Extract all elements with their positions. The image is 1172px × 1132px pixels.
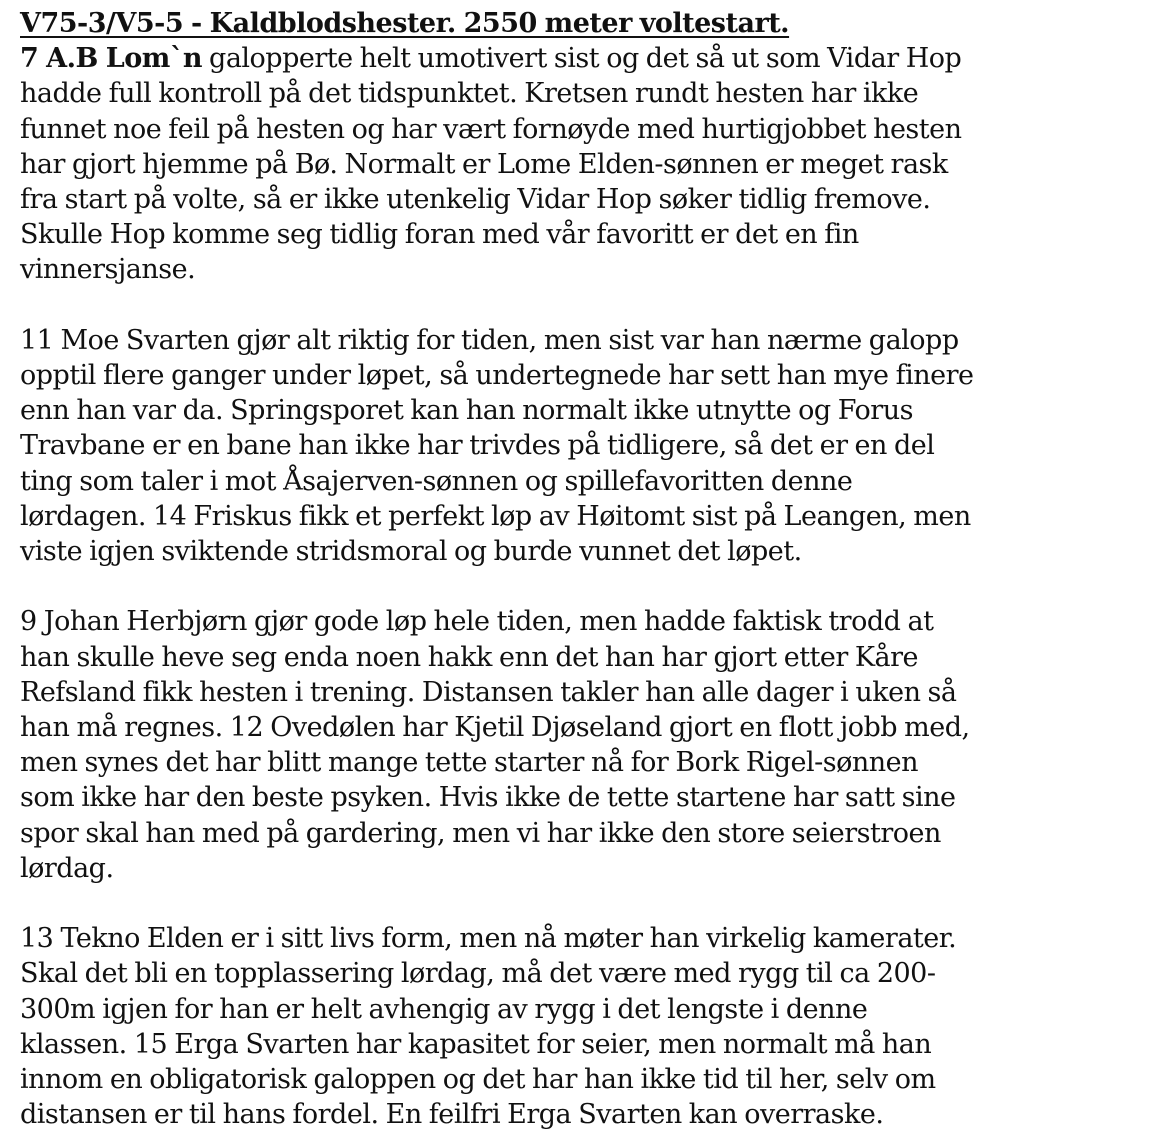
paragraph-spacer: [20, 569, 1160, 604]
paragraph-1: [20, 41, 1160, 287]
paragraph-spacer: [20, 288, 1160, 323]
text-line: Travbane er en bane han ikke har trivdes på tidligere, så det er en del: [20, 430, 935, 462]
text-line: enn han var da. Springsporet kan han normalt ikke utnytte og Forus: [20, 395, 913, 427]
horse-name-lead: 7 A.B Lom`n: [20, 43, 202, 75]
text-line: lørdag.: [20, 852, 114, 884]
paragraph-spacer: [20, 886, 1160, 921]
text-line-content: galopperte helt umotivert sist og det så ut som Vidar Hop: [201, 43, 962, 75]
text-line: som ikke har den beste psyken. Hvis ikke de tette startene har satt sine: [20, 782, 956, 814]
text-line: har gjort hjemme på Bø. Normalt er Lome Elden-sønnen er meget rask: [20, 148, 948, 180]
text-line: hadde full kontroll på det tidspunktet. Kretsen rundt hesten har ikke: [20, 78, 919, 110]
text-line: Skulle Hop komme seg tidlig foran med vår favoritt er det en fin: [20, 219, 859, 251]
text-line: distansen er til hans fordel. En feilfri Erga Svarten kan overraske.: [20, 1099, 884, 1131]
text-line: innom en obligatorisk galoppen og det har han ikke tid til her, selv om: [20, 1064, 936, 1096]
text-line: viste igjen sviktende stridsmoral og burde vunnet det løpet.: [20, 536, 802, 568]
text-line: klassen. 15 Erga Svarten har kapasitet for seier, men normalt må han: [20, 1028, 932, 1060]
text-line: 300m igjen for han er helt avhengig av rygg i det lengste i denne: [20, 993, 868, 1025]
text-line: [20, 41, 1160, 76]
text-line: Refsland fikk hesten i trening. Distansen takler han alle dager i uken så: [20, 676, 957, 708]
text-line: han skulle heve seg enda noen hakk enn det han har gjort etter Kåre: [20, 641, 919, 673]
text-line: fra start på volte, så er ikke utenkelig Vidar Hop søker tidlig fremove.: [20, 184, 931, 216]
text-line: men synes det har blitt mange tette starter nå for Bork Rigel-sønnen: [20, 747, 919, 779]
text-line: 11 Moe Svarten gjør alt riktig for tiden, men sist var han nærme galopp: [20, 324, 959, 356]
text-line: lørdagen. 14 Friskus fikk et perfekt løp av Høitomt sist på Leangen, men: [20, 500, 971, 532]
text-line: 9 Johan Herbjørn gjør gode løp hele tiden, men hadde faktisk trodd at: [20, 606, 934, 638]
text-line: vinnersjanse.: [20, 254, 196, 286]
paragraph-4: [20, 921, 1160, 1132]
paragraph-2: [20, 323, 1160, 569]
text-line: opptil flere ganger under løpet, så undertegnede har sett han mye finere: [20, 360, 974, 392]
text-line: 13 Tekno Elden er i sitt livs form, men nå møter han virkelig kamerater.: [20, 923, 957, 955]
text-line: ting som taler i mot Åsajerven-sønnen og spillefavoritten denne: [20, 465, 853, 497]
text-line: han må regnes. 12 Ovedølen har Kjetil Djøseland gjort en flott jobb med,: [20, 712, 970, 744]
document-body: [20, 6, 1160, 1132]
text-line: funnet noe feil på hesten og har vært fornøyde med hurtigjobbet hesten: [20, 113, 962, 145]
paragraph-3: [20, 604, 1160, 886]
document-title: V75-3/V5-5 - Kaldblodshester. 2550 meter voltestart.: [20, 8, 790, 39]
text-line: spor skal han med på gardering, men vi har ikke den store seierstroen: [20, 817, 941, 849]
text-line: Skal det bli en topplassering lørdag, må det være med rygg til ca 200-: [20, 958, 936, 990]
